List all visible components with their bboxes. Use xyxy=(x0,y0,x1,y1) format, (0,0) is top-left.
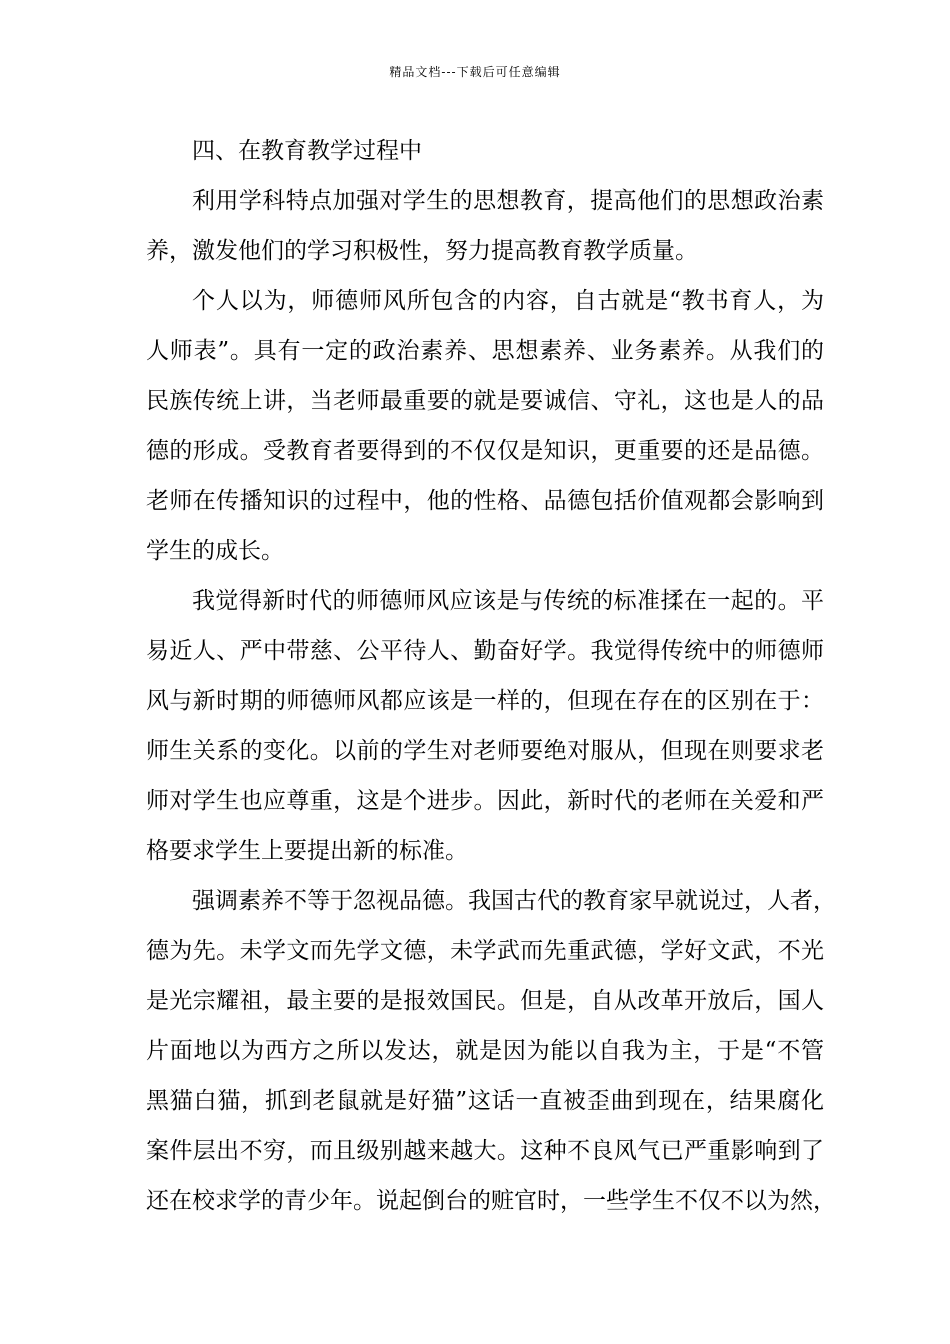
paragraph-line: 师对学生也应尊重，这是个进步。因此，新时代的老师在关爱和严 xyxy=(146,788,824,814)
paragraph-line: 利用学科特点加强对学生的思想教育，提高他们的思想政治素 xyxy=(192,188,824,214)
paragraph-line: 案件层出不穷，而且级别越来越大。这种不良风气已严重影响到了 xyxy=(146,1138,824,1164)
paragraph-line: 学生的成长。 xyxy=(146,538,284,564)
paragraph-line: 德为先。未学文而先学文德，未学武而先重武德，学好文武，不光 xyxy=(146,938,824,964)
paragraph-line: 师生关系的变化。以前的学生对老师要绝对服从，但现在则要求老 xyxy=(146,738,824,764)
paragraph xyxy=(146,176,824,276)
page-header: 精品文档---下载后可任意编辑 xyxy=(389,65,561,79)
paragraph-line: 风与新时期的师德师风都应该是一样的，但现在存在的区别在于： xyxy=(146,688,824,714)
paragraph xyxy=(146,576,824,876)
paragraph-line: 人师表”。具有一定的政治素养、思想素养、业务素养。从我们的 xyxy=(146,338,824,364)
paragraph-line: 格要求学生上要提出新的标准。 xyxy=(146,838,468,864)
paragraph-line: 我觉得新时代的师德师风应该是与传统的标准揉在一起的。平 xyxy=(192,588,824,614)
paragraph-line: 是光宗耀祖，最主要的是报效国民。但是，自从改革开放后，国人 xyxy=(146,988,824,1014)
paragraph-line: 片面地以为西方之所以发达，就是因为能以自我为主，于是“不管 xyxy=(146,1038,824,1064)
document-body xyxy=(146,126,836,1226)
paragraph-line: 养，激发他们的学习积极性，努力提高教育教学质量。 xyxy=(146,238,698,264)
section-heading: 四、在教育教学过程中 xyxy=(192,138,422,164)
paragraph-line: 个人以为，师德师风所包含的内容，自古就是“教书育人，为 xyxy=(192,288,824,314)
paragraph-line: 民族传统上讲，当老师最重要的就是要诚信、守礼，这也是人的品 xyxy=(146,388,824,414)
paragraph-line: 德的形成。受教育者要得到的不仅仅是知识，更重要的还是品德。 xyxy=(146,438,824,464)
paragraph-line: 黑猫白猫，抓到老鼠就是好猫”这话一直被歪曲到现在，结果腐化 xyxy=(146,1088,824,1114)
paragraph xyxy=(146,876,836,1226)
paragraph-line: 老师在传播知识的过程中，他的性格、品德包括价值观都会影响到 xyxy=(146,488,824,514)
paragraph-line: 强调素养不等于忽视品德。我国古代的教育家早就说过，人者， xyxy=(192,888,836,914)
paragraph-line: 易近人、严中带慈、公平待人、勤奋好学。我觉得传统中的师德师 xyxy=(146,638,824,664)
paragraph-line: 还在校求学的青少年。说起倒台的赃官时，一些学生不仅不以为然， xyxy=(146,1188,836,1214)
paragraph xyxy=(146,276,824,576)
